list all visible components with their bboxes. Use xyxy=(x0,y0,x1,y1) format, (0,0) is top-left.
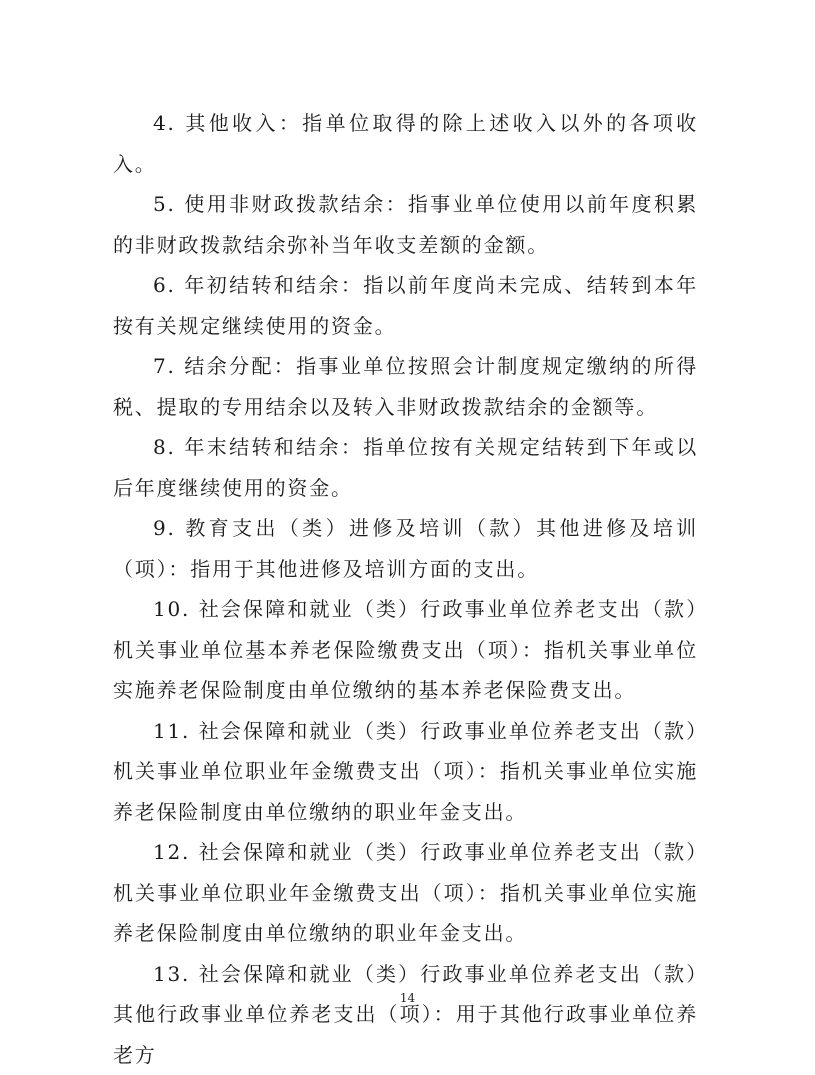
paragraph-item-4: 4. 其他收入：指单位取得的除上述收入以外的各项收入。 xyxy=(113,103,698,184)
paragraph-item-10: 10. 社会保障和就业（类）行政事业单位养老支出（款）机关事业单位基本养老保险缴费支出（项）：指机关事业单位实施养老保险制度由单位缴纳的基本养老保险费支出。 xyxy=(113,589,698,711)
paragraph-item-9: 9. 教育支出（类）进修及培训（款）其他进修及培训（项）：指用于其他进修及培训方面的支出。 xyxy=(113,508,698,589)
paragraph-item-7: 7. 结余分配：指事业单位按照会计制度规定缴纳的所得税、提取的专用结余以及转入非财政拨款结余的金额等。 xyxy=(113,346,698,427)
page-number: 14 xyxy=(0,991,815,1005)
paragraph-item-13: 13. 社会保障和就业（类）行政事业单位养老支出（款）其他行政事业单位养老支出（项）：用于其他行政事业单位养老方 xyxy=(113,954,698,1075)
paragraph-item-6: 6. 年初结转和结余：指以前年度尚未完成、结转到本年按有关规定继续使用的资金。 xyxy=(113,265,698,346)
paragraph-item-5: 5. 使用非财政拨款结余：指事业单位使用以前年度积累的非财政拨款结余弥补当年收支差额的金额。 xyxy=(113,184,698,265)
paragraph-item-11: 11. 社会保障和就业（类）行政事业单位养老支出（款）机关事业单位职业年金缴费支出（项）：指机关事业单位实施养老保险制度由单位缴纳的职业年金支出。 xyxy=(113,711,698,833)
document-body xyxy=(113,103,698,1075)
paragraph-item-12: 12. 社会保障和就业（类）行政事业单位养老支出（款）机关事业单位职业年金缴费支出（项）：指机关事业单位实施养老保险制度由单位缴纳的职业年金支出。 xyxy=(113,832,698,954)
paragraph-item-8: 8. 年末结转和结余：指单位按有关规定结转到下年或以后年度继续使用的资金。 xyxy=(113,427,698,508)
